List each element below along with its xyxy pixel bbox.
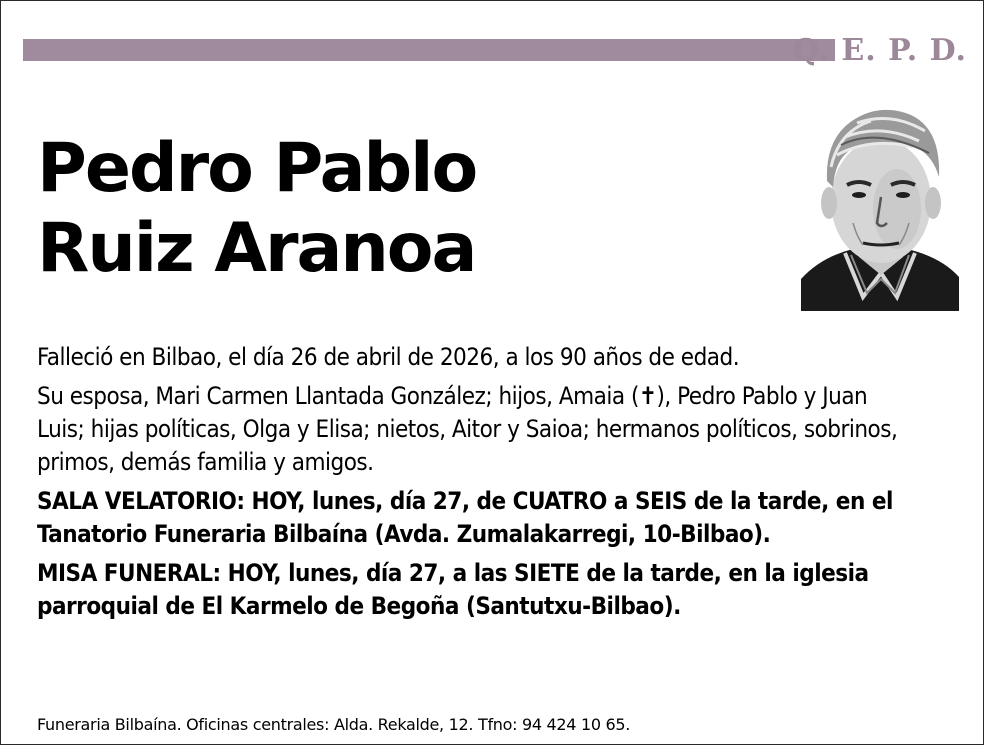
deceased-name <box>37 129 476 289</box>
name-line-2: Ruiz Aranoa <box>37 209 476 288</box>
notice-body <box>37 341 917 629</box>
portrait-photo <box>801 97 959 311</box>
family-list: Su esposa, Mari Carmen Llantada González; hijos, Amaia (✝), Pedro Pablo y Juan Luis; hijas políticas, Olga y Elisa; nietos, Aitor y Saioa; hermanos políticos, sobrinos, primos, demás familia y amigos. <box>37 382 898 476</box>
funeral-home-footer: Funeraria Bilbaína. Oficinas centrales: Alda. Rekalde, 12. Tfno: 94 424 10 65. <box>37 715 631 734</box>
header-bar <box>23 39 835 61</box>
death-announcement: Falleció en Bilbao, el día 26 de abril de 2026, a los 90 años de edad. <box>37 343 740 371</box>
qepd-heading: Q. E. P. D. <box>792 33 967 68</box>
wake-info: SALA VELATORIO: HOY, lunes, día 27, de CUATRO a SEIS de la tarde, en el Tanatorio Funeraria Bilbaína (Avda. Zumalakarregi, 10-Bilbao). <box>37 487 893 548</box>
name-line-1: Pedro Pablo <box>37 129 477 208</box>
funeral-mass-info: MISA FUNERAL: HOY, lunes, día 27, a las SIETE de la tarde, en la iglesia parroquial de El Karmelo de Begoña (Santutxu-Bilbao). <box>37 559 869 620</box>
